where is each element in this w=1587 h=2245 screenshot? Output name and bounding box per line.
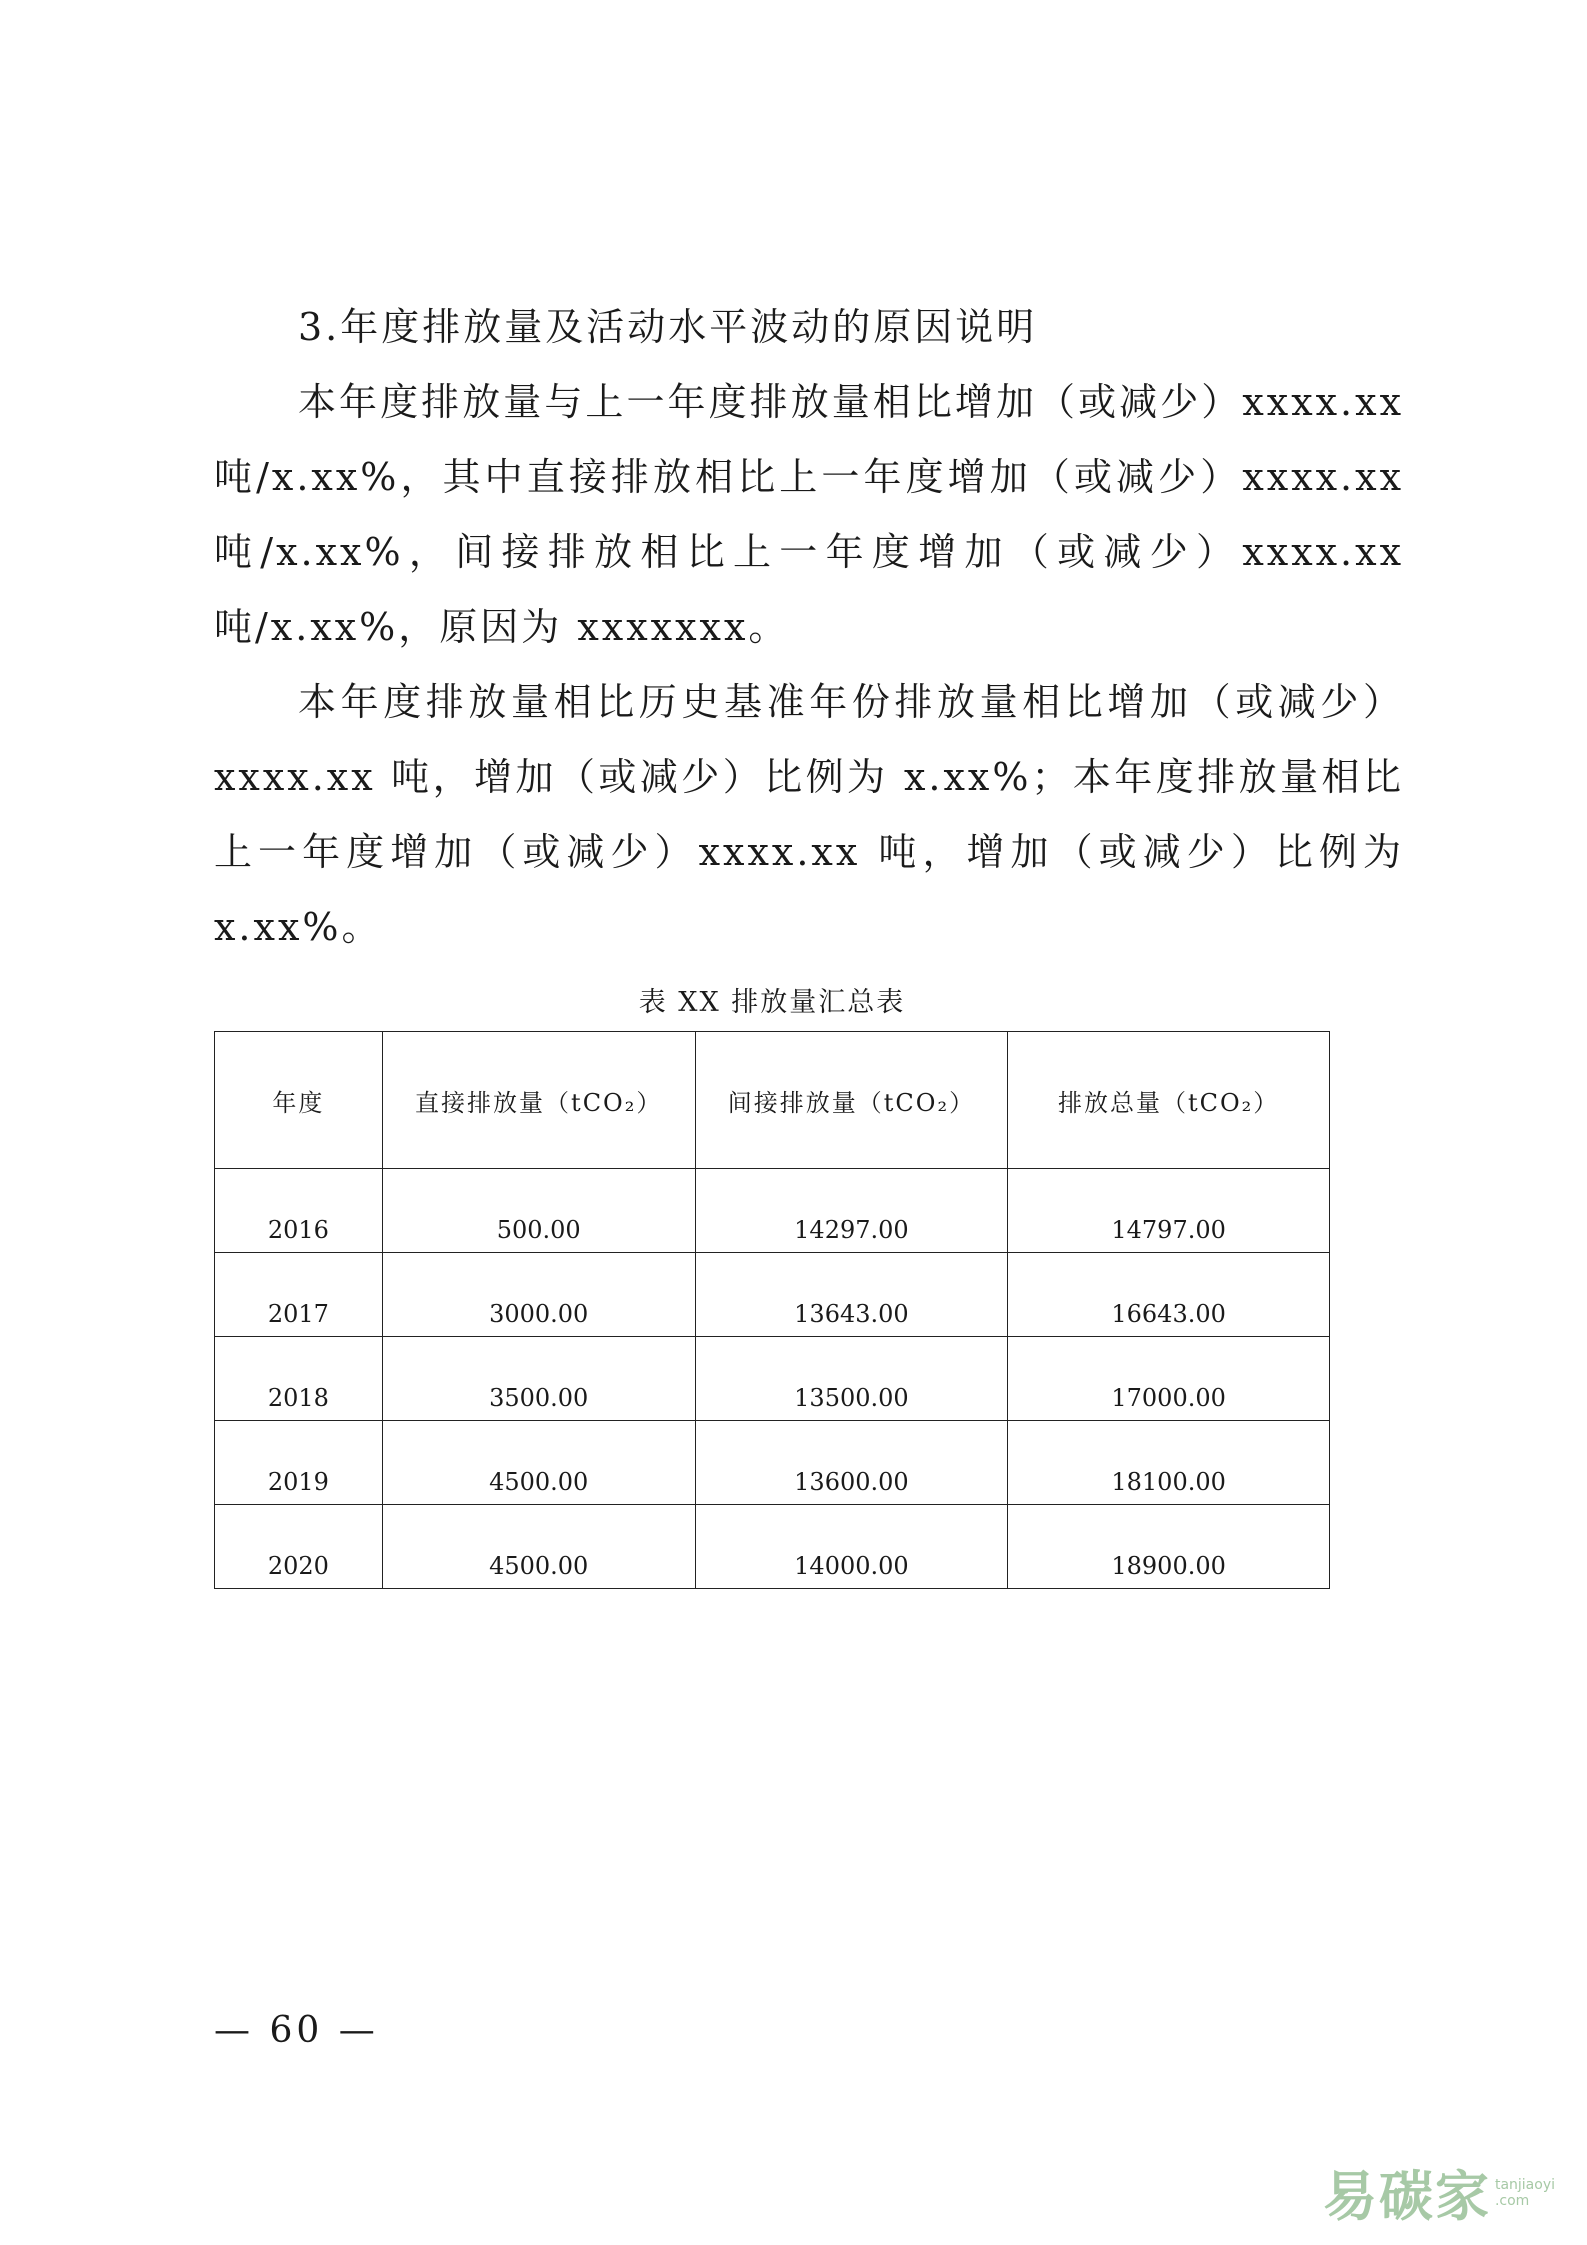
watermark-logo-text: 易碳家 xyxy=(1322,2165,1491,2228)
cell-indirect: 13500.00 xyxy=(695,1337,1008,1421)
cell-total: 18100.00 xyxy=(1008,1421,1330,1505)
cell-total: 17000.00 xyxy=(1008,1337,1330,1421)
cell-year: 2020 xyxy=(215,1505,383,1589)
cell-direct: 500.00 xyxy=(382,1169,695,1253)
watermark-logo xyxy=(1323,2154,1555,2231)
cell-direct: 3500.00 xyxy=(382,1337,695,1421)
header-indirect-emissions: 间接排放量（tCO₂） xyxy=(695,1032,1008,1169)
cell-indirect: 13600.00 xyxy=(695,1421,1008,1505)
table-row xyxy=(215,1337,1330,1421)
header-year: 年度 xyxy=(215,1032,383,1169)
table-row xyxy=(215,1421,1330,1505)
watermark-site xyxy=(1495,2177,1555,2209)
cell-direct: 4500.00 xyxy=(382,1505,695,1589)
document-body xyxy=(214,290,1404,965)
cell-indirect: 14297.00 xyxy=(695,1169,1008,1253)
table-row xyxy=(215,1253,1330,1337)
cell-total: 16643.00 xyxy=(1008,1253,1330,1337)
watermark-site-line2: .com xyxy=(1494,2192,1530,2209)
cell-indirect: 14000.00 xyxy=(695,1505,1008,1589)
cell-year: 2019 xyxy=(215,1421,383,1505)
paragraph-annual-change: 本年度排放量与上一年度排放量相比增加（或减少）xxxx.xx 吨/x.xx%，其中直接排放相比上一年度增加（或减少）xxxx.xx 吨/x.xx%，间接排放相比上一年度增加（或减少）xxxx.xx 吨/x.xx%，原因为 xxxxxxx。 xyxy=(214,380,1404,649)
cell-year: 2017 xyxy=(215,1253,383,1337)
cell-indirect: 13643.00 xyxy=(695,1253,1008,1337)
watermark-site-line1: tanjiaoyi xyxy=(1494,2176,1555,2193)
section-heading: 3.年度排放量及活动水平波动的原因说明 xyxy=(298,305,1038,349)
table-caption: 表 XX 排放量汇总表 xyxy=(638,987,906,1018)
emissions-summary-table xyxy=(214,1031,1330,1589)
cell-direct: 4500.00 xyxy=(382,1421,695,1505)
cell-total: 18900.00 xyxy=(1008,1505,1330,1589)
page-number: — 60 — xyxy=(214,2010,379,2051)
cell-year: 2016 xyxy=(215,1169,383,1253)
header-direct-emissions: 直接排放量（tCO₂） xyxy=(382,1032,695,1169)
paragraph-baseline-change: 本年度排放量相比历史基准年份排放量相比增加（或减少）xxxx.xx 吨，增加（或减少）比例为 x.xx%；本年度排放量相比上一年度增加（或减少）xxxx.xx 吨，增加（或减少）比例为 x.xx%。 xyxy=(214,680,1404,949)
header-total-emissions: 排放总量（tCO₂） xyxy=(1008,1032,1330,1169)
table-row xyxy=(215,1505,1330,1589)
table-row xyxy=(215,1169,1330,1253)
cell-direct: 3000.00 xyxy=(382,1253,695,1337)
cell-year: 2018 xyxy=(215,1337,383,1421)
table-header-row xyxy=(215,1032,1330,1169)
cell-total: 14797.00 xyxy=(1008,1169,1330,1253)
